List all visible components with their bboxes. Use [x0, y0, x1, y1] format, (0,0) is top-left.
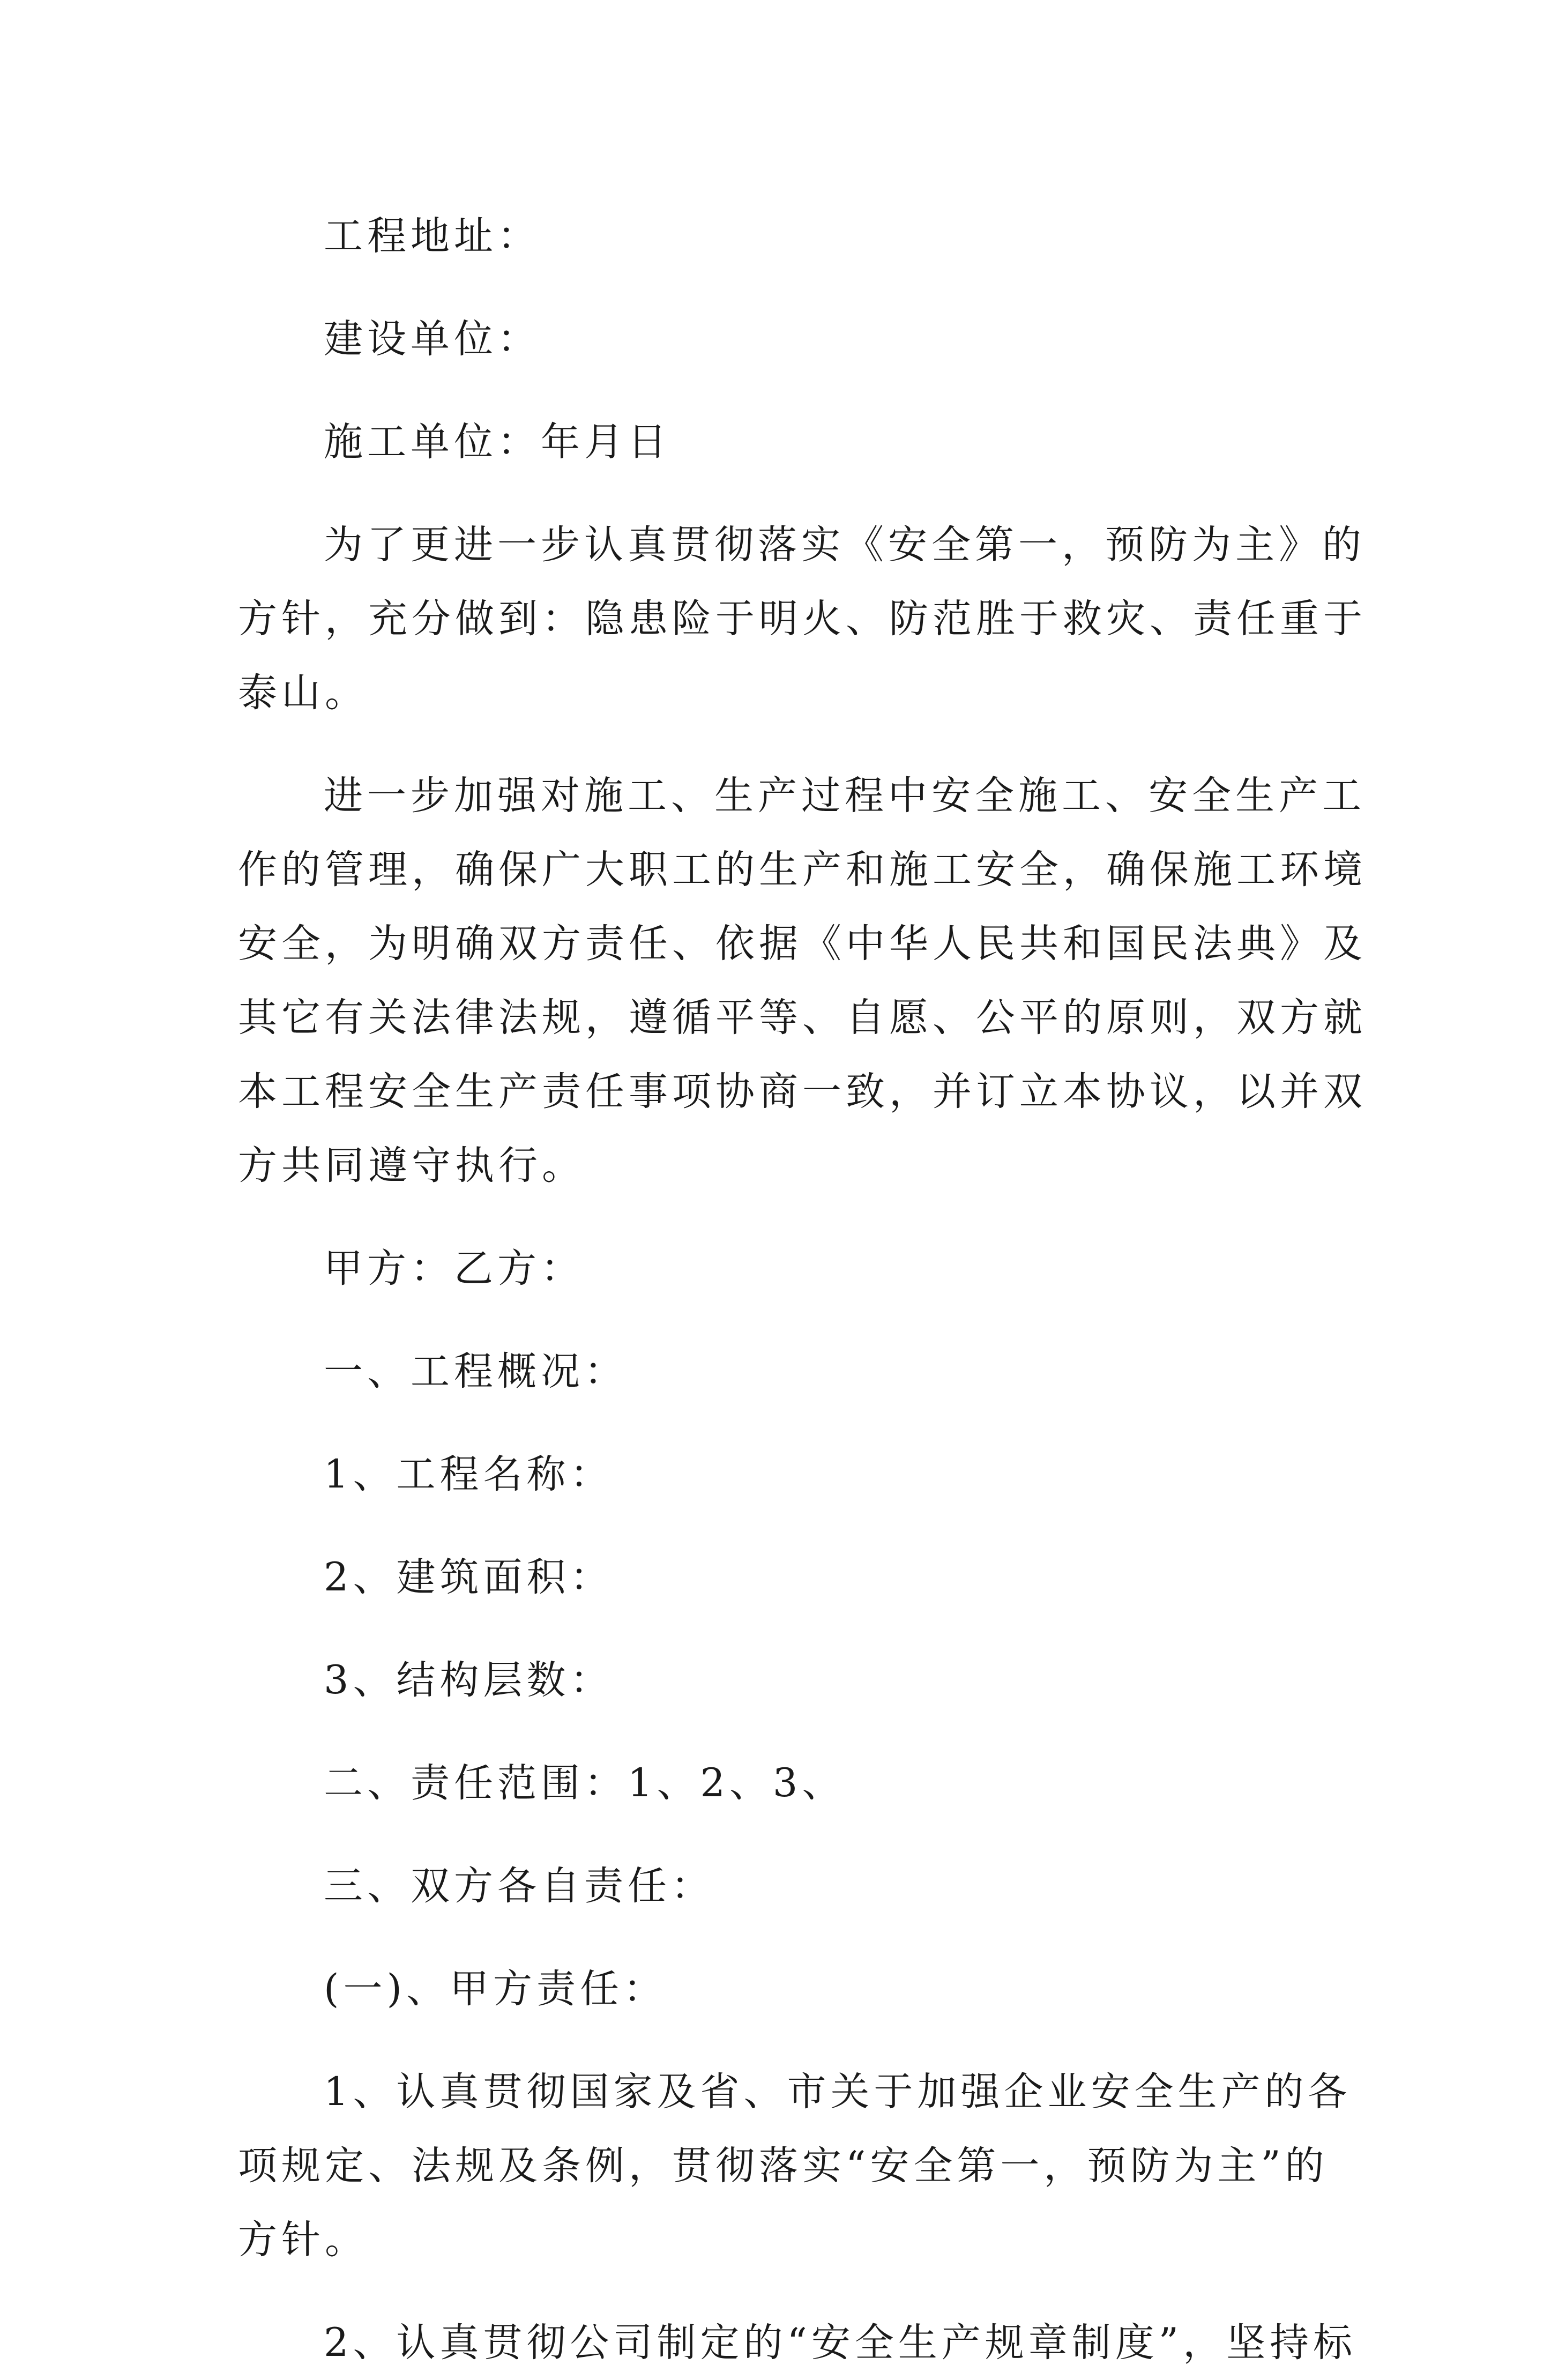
text-line: 一、工程概况： — [324, 1349, 628, 1394]
text-line: 方针。 — [238, 2217, 368, 2263]
text-line: 其它有关法律法规，遵循平等、自愿、公平的原则，双方就 — [238, 995, 1367, 1040]
text-line: 作的管理，确保广大职工的生产和施工安全，确保施工环境 — [238, 847, 1367, 892]
text-line: 泰山。 — [238, 670, 368, 716]
text-line: (一)、甲方责任： — [324, 1966, 667, 2012]
text-line: 二、责任范围：1、2、3、 — [324, 1760, 846, 1806]
text-line: 安全，为明确双方责任、依据《中华人民共和国民法典》及 — [238, 921, 1367, 966]
text-line: 建设单位： — [324, 316, 541, 362]
text-line: 2、认真贯彻公司制定的“安全生产规章制度”，坚持标 — [324, 2320, 1357, 2366]
text-line: 进一步加强对施工、生产过程中安全施工、安全生产工 — [324, 773, 1366, 819]
text-line: 施工单位：年月日 — [324, 419, 671, 465]
text-line: 甲方：乙方： — [324, 1246, 584, 1291]
text-line: 为了更进一步认真贯彻落实《安全第一，预防为主》的 — [324, 522, 1366, 568]
text-line: 1、工程名称： — [324, 1452, 614, 1497]
text-line: 项规定、法规及条例，贯彻落实“安全第一，预防为主”的 — [238, 2143, 1329, 2189]
text-line: 2、建筑面积： — [324, 1555, 614, 1600]
text-line: 1、认真贯彻国家及省、市关于加强企业安全生产的各 — [324, 2069, 1352, 2115]
text-line: 本工程安全生产责任事项协商一致，并订立本协议，以并双 — [238, 1069, 1367, 1114]
text-line: 工程地址： — [324, 213, 541, 259]
text-line: 方针，充分做到：隐患险于明火、防范胜于救灾、责任重于 — [238, 596, 1367, 642]
text-line: 三、双方各自责任： — [324, 1863, 714, 1909]
text-line: 方共同遵守执行。 — [238, 1143, 585, 1188]
text-line: 3、结构层数： — [324, 1657, 614, 1703]
document-body — [238, 199, 1367, 2380]
